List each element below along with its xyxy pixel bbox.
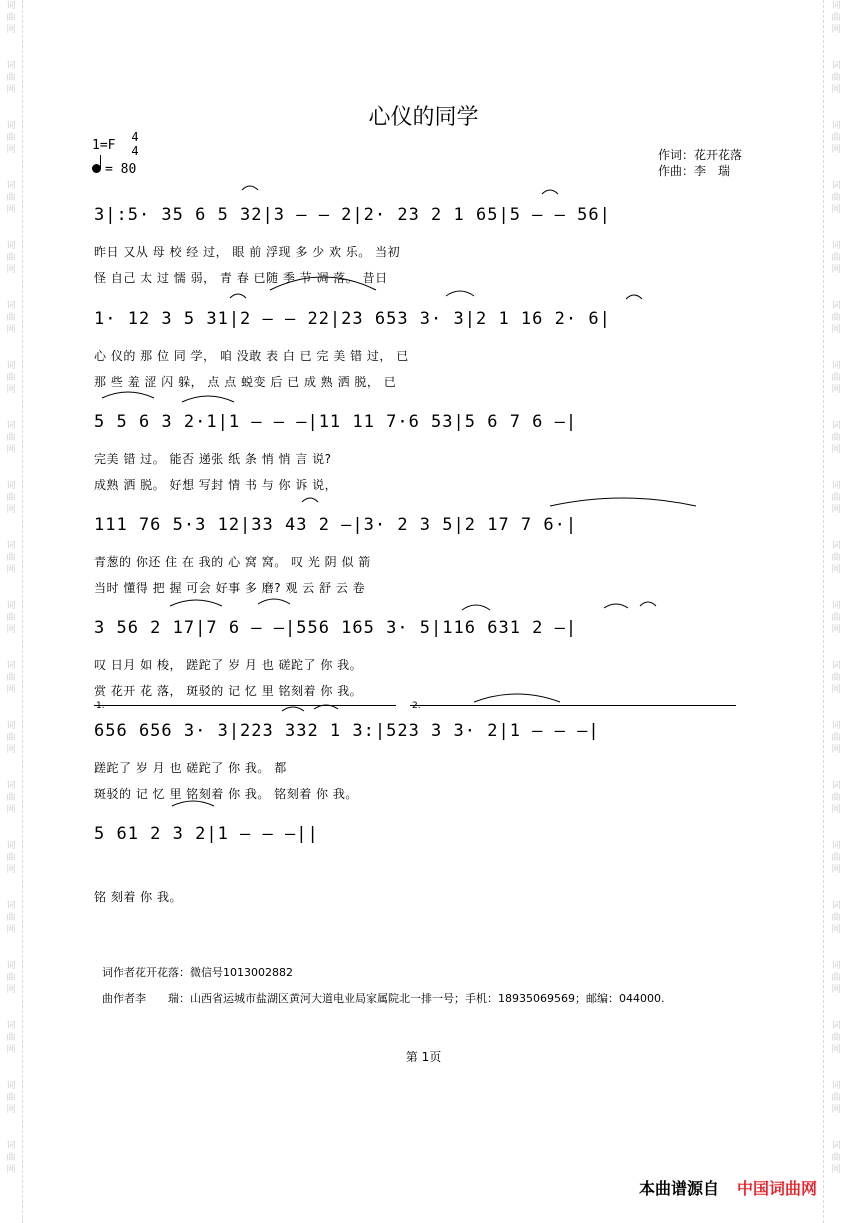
- watermark-glyph: 曲: [6, 913, 16, 923]
- watermark-glyph: 网: [6, 685, 16, 695]
- watermark-group: [6, 180, 15, 216]
- watermark-glyph: 网: [6, 625, 16, 635]
- watermark-glyph: 网: [831, 985, 841, 995]
- slur-arc: [170, 796, 216, 808]
- lyricist-credit: 作词：花开花落: [658, 148, 743, 162]
- slur-arc: [540, 186, 560, 196]
- watermark-glyph: 曲: [6, 673, 16, 683]
- watermark-glyph: 网: [6, 145, 16, 155]
- slur-arc: [638, 598, 658, 608]
- watermark-glyph: 词: [831, 481, 841, 491]
- watermark-glyph: 词: [831, 1021, 841, 1031]
- slur-arc: [312, 701, 340, 711]
- score-line-3-notes: 5 5 6 3 2·1|1 – – –|11 11 7·6 53|5 6 7 6 –|: [94, 412, 578, 432]
- watermark-glyph: 词: [6, 481, 16, 491]
- score-line-1-lyrics-2: 怪 自己 太 过 懦 弱， 青 春 已随 季 节 凋 落。 昔日: [94, 271, 388, 285]
- watermark-glyph: 词: [831, 61, 841, 71]
- watermark-glyph: 曲: [6, 1033, 16, 1043]
- watermark-glyph: 词: [831, 541, 841, 551]
- watermark-glyph: 词: [6, 421, 16, 431]
- watermark-glyph: 词: [6, 901, 16, 911]
- watermark-glyph: 网: [6, 985, 16, 995]
- score-line-4-lyrics-2: 当时 懂得 把 握 可会 好事 多 磨? 观 云 舒 云 卷: [94, 581, 366, 595]
- watermark-glyph: 曲: [831, 373, 841, 383]
- watermark-glyph: 网: [6, 1045, 16, 1055]
- watermark-group: [831, 1140, 840, 1176]
- watermark-glyph: 曲: [6, 253, 16, 263]
- volta-1-label: 1.: [96, 701, 105, 711]
- song-title: 心仪的同学: [368, 105, 479, 130]
- watermark-glyph: 曲: [831, 673, 841, 683]
- watermark-glyph: 词: [6, 361, 16, 371]
- watermark-glyph: 曲: [831, 793, 841, 803]
- watermark-glyph: 网: [831, 865, 841, 875]
- watermark-glyph: 词: [831, 901, 841, 911]
- watermark-glyph: 曲: [6, 1153, 16, 1163]
- watermark-glyph: 词: [831, 601, 841, 611]
- watermark-glyph: 网: [6, 745, 16, 755]
- watermark-glyph: 曲: [831, 433, 841, 443]
- watermark-glyph: 网: [831, 205, 841, 215]
- watermark-glyph: 曲: [831, 553, 841, 563]
- watermark-glyph: 网: [6, 25, 16, 35]
- watermark-glyph: 网: [6, 205, 16, 215]
- watermark-glyph: 曲: [6, 733, 16, 743]
- watermark-group: [831, 480, 840, 516]
- watermark-glyph: 网: [6, 865, 16, 875]
- watermark-glyph: 曲: [831, 613, 841, 623]
- watermark-group: [831, 420, 840, 456]
- watermark-group: [831, 0, 840, 36]
- watermark-glyph: 网: [831, 265, 841, 275]
- watermark-glyph: 曲: [831, 73, 841, 83]
- watermark-glyph: 词: [831, 841, 841, 851]
- watermark-glyph: 网: [6, 385, 16, 395]
- slur-arc: [300, 494, 320, 504]
- watermark-glyph: 曲: [6, 973, 16, 983]
- source-attribution: [639, 1176, 817, 1199]
- watermark-glyph: 词: [6, 781, 16, 791]
- watermark-group: [6, 480, 15, 516]
- watermark-group: [831, 180, 840, 216]
- watermark-group: [6, 900, 15, 936]
- slur-arc: [444, 286, 476, 298]
- watermark-glyph: 曲: [6, 73, 16, 83]
- composer-contact: 曲作者李 瑞：山西省运城市盐湖区黄河大道电业局家属院北一排一号；手机：18935069569；邮编：044000.: [102, 992, 665, 1005]
- watermark-glyph: 网: [6, 445, 16, 455]
- watermark-glyph: 词: [6, 541, 16, 551]
- watermark-group: [6, 240, 15, 276]
- watermark-group: [831, 960, 840, 996]
- watermark-glyph: 词: [6, 181, 16, 191]
- watermark-glyph: 网: [831, 505, 841, 515]
- watermark-glyph: 曲: [831, 493, 841, 503]
- watermark-glyph: 词: [831, 421, 841, 431]
- watermark-glyph: 词: [6, 601, 16, 611]
- watermark-glyph: 网: [831, 1105, 841, 1115]
- score-line-7-notes: 5 61 2 3 2|1 – – –||: [94, 824, 319, 844]
- watermark-glyph: 曲: [6, 1093, 16, 1103]
- watermark-glyph: 网: [6, 1105, 16, 1115]
- watermark-glyph: 曲: [6, 433, 16, 443]
- watermark-glyph: 词: [831, 1, 841, 11]
- watermark-glyph: 词: [831, 1141, 841, 1151]
- right-watermark: [825, 0, 847, 1223]
- time-signature-top: 4: [131, 130, 139, 144]
- watermark-glyph: 网: [831, 685, 841, 695]
- watermark-group: [831, 240, 840, 276]
- watermark-glyph: 词: [831, 121, 841, 131]
- score-line-7-lyrics-1: 铭 刻着 你 我。: [94, 890, 182, 904]
- score-line-5-lyrics-1: 叹 日月 如 梭， 蹉跎了 岁 月 也 磋跎了 你 我。: [94, 658, 363, 672]
- watermark-glyph: 曲: [831, 313, 841, 323]
- watermark-group: [6, 300, 15, 336]
- slur-arc: [168, 594, 224, 608]
- watermark-group: [831, 660, 840, 696]
- slur-arc: [472, 688, 562, 704]
- slur-arc: [548, 492, 698, 508]
- watermark-glyph: 网: [831, 25, 841, 35]
- watermark-glyph: 曲: [6, 793, 16, 803]
- slur-arc: [460, 600, 492, 612]
- volta-1-bracket: [94, 705, 396, 706]
- watermark-glyph: 曲: [6, 133, 16, 143]
- watermark-glyph: 词: [6, 721, 16, 731]
- watermark-glyph: 曲: [831, 1153, 841, 1163]
- slur-arc: [240, 182, 260, 192]
- score-line-6-notes: 656 656 3· 3|223 332 1 3:|523 3 3· 2|1 – – –|: [94, 721, 600, 741]
- slur-arc: [268, 270, 378, 292]
- score-line-1-notes: 3|:5· 35 6 5 32|3 – – 2|2· 23 2 1 65|5 – – 56|: [94, 205, 611, 225]
- watermark-glyph: 曲: [6, 853, 16, 863]
- watermark-glyph: 词: [831, 301, 841, 311]
- watermark-glyph: 词: [831, 781, 841, 791]
- watermark-glyph: 曲: [831, 133, 841, 143]
- score-line-1-lyrics-1: 昨日 又从 母 校 经 过， 眼 前 浮现 多 少 欢 乐。 当初: [94, 245, 401, 259]
- watermark-glyph: 网: [831, 385, 841, 395]
- slur-arc: [256, 594, 292, 606]
- watermark-group: [6, 540, 15, 576]
- score-line-6-lyrics-2: 斑驳的 记 忆 里 铭刻着 你 我。 铭刻着 你 我。: [94, 787, 358, 801]
- watermark-group: [831, 60, 840, 96]
- watermark-glyph: 词: [6, 301, 16, 311]
- score-line-2-lyrics-2: 那 些 羞 涩 闪 躲， 点 点 蜕变 后 已 成 熟 洒 脱， 已: [94, 375, 397, 389]
- watermark-glyph: 词: [6, 1021, 16, 1031]
- score-line-3-lyrics-2: 成熟 洒 脱。 好想 写封 情 书 与 你 诉 说，: [94, 478, 338, 492]
- watermark-glyph: 词: [831, 181, 841, 191]
- watermark-group: [831, 840, 840, 876]
- watermark-glyph: 曲: [831, 733, 841, 743]
- watermark-group: [6, 60, 15, 96]
- watermark-glyph: 词: [831, 661, 841, 671]
- left-guide-line: [22, 0, 23, 1223]
- watermark-glyph: 词: [6, 661, 16, 671]
- left-watermark: [0, 0, 22, 1223]
- watermark-glyph: 词: [6, 841, 16, 851]
- slur-arc: [602, 600, 630, 610]
- watermark-glyph: 曲: [831, 1033, 841, 1043]
- watermark-glyph: 词: [6, 1081, 16, 1091]
- watermark-group: [6, 840, 15, 876]
- watermark-glyph: 曲: [831, 913, 841, 923]
- score-line-5-notes: 3 56 2 17|7 6 – –|556 165 3· 5|116 631 2 –|: [94, 618, 578, 638]
- watermark-glyph: 词: [831, 361, 841, 371]
- watermark-glyph: 曲: [6, 493, 16, 503]
- watermark-group: [831, 900, 840, 936]
- watermark-glyph: 词: [6, 1, 16, 11]
- score-line-4-lyrics-1: 青葱的 你还 住 在 我的 心 窝 窝。 叹 光 阴 似 箭: [94, 555, 371, 569]
- watermark-group: [6, 360, 15, 396]
- watermark-glyph: 词: [831, 721, 841, 731]
- watermark-glyph: 曲: [831, 13, 841, 23]
- watermark-group: [6, 1140, 15, 1176]
- watermark-glyph: 网: [831, 625, 841, 635]
- watermark-glyph: 网: [831, 445, 841, 455]
- watermark-glyph: 网: [6, 805, 16, 815]
- watermark-glyph: 网: [831, 745, 841, 755]
- watermark-group: [6, 420, 15, 456]
- watermark-glyph: 网: [831, 565, 841, 575]
- watermark-group: [6, 0, 15, 36]
- watermark-glyph: 网: [6, 325, 16, 335]
- score-line-2-notes: 1· 12 3 5 31|2 – – 22|23 653 3· 3|2 1 16 2· 6|: [94, 309, 611, 329]
- slur-arc: [180, 390, 236, 404]
- score-line-4-notes: 111 76 5·3 12|33 43 2 –|3· 2 3 5|2 17 7 6·|: [94, 515, 578, 535]
- watermark-group: [6, 660, 15, 696]
- right-guide-line: [823, 0, 824, 1223]
- watermark-glyph: 网: [6, 85, 16, 95]
- watermark-glyph: 曲: [6, 613, 16, 623]
- watermark-glyph: 曲: [6, 193, 16, 203]
- watermark-glyph: 网: [831, 925, 841, 935]
- score-line-6-lyrics-1: 蹉跎了 岁 月 也 磋跎了 你 我。 都: [94, 761, 287, 775]
- watermark-glyph: 词: [6, 121, 16, 131]
- watermark-group: [6, 720, 15, 756]
- watermark-group: [6, 960, 15, 996]
- watermark-group: [831, 720, 840, 756]
- source-site-link[interactable]: 中国词曲网: [736, 1179, 817, 1198]
- volta-2-label: 2.: [412, 701, 421, 711]
- time-signature-bottom: 4: [131, 144, 139, 158]
- key-signature: 1=F: [92, 138, 116, 153]
- watermark-glyph: 网: [6, 925, 16, 935]
- watermark-glyph: 网: [831, 805, 841, 815]
- watermark-group: [6, 1080, 15, 1116]
- watermark-glyph: 网: [831, 325, 841, 335]
- watermark-glyph: 曲: [6, 313, 16, 323]
- watermark-glyph: 曲: [6, 373, 16, 383]
- watermark-glyph: 网: [831, 145, 841, 155]
- watermark-glyph: 词: [6, 1141, 16, 1151]
- lyricist-contact: 词作者花开花落：微信号1013002882: [102, 966, 293, 979]
- watermark-glyph: 网: [831, 1165, 841, 1175]
- watermark-glyph: 曲: [831, 253, 841, 263]
- watermark-glyph: 网: [831, 1045, 841, 1055]
- watermark-glyph: 词: [6, 961, 16, 971]
- watermark-group: [831, 1080, 840, 1116]
- source-prefix: 本曲谱源自: [638, 1179, 719, 1198]
- tempo-value: = 80: [105, 162, 137, 177]
- watermark-glyph: 曲: [6, 553, 16, 563]
- watermark-group: [6, 780, 15, 816]
- watermark-glyph: 词: [831, 241, 841, 251]
- watermark-glyph: 网: [6, 505, 16, 515]
- composer-credit: 作曲：李 瑞: [658, 164, 731, 178]
- watermark-group: [6, 600, 15, 636]
- watermark-glyph: 曲: [831, 853, 841, 863]
- watermark-glyph: 词: [831, 1081, 841, 1091]
- watermark-glyph: 网: [831, 85, 841, 95]
- watermark-glyph: 词: [6, 241, 16, 251]
- watermark-glyph: 曲: [831, 973, 841, 983]
- slur-arc: [280, 703, 306, 713]
- volta-2-bracket: [410, 705, 736, 706]
- score-line-5-lyrics-2: 赏 花开 花 落， 斑驳的 记 忆 里 铭刻着 你 我。: [94, 684, 363, 698]
- quarter-note-icon: [92, 164, 101, 173]
- watermark-group: [831, 540, 840, 576]
- tempo-marking: [92, 162, 136, 177]
- watermark-group: [831, 600, 840, 636]
- watermark-glyph: 网: [6, 265, 16, 275]
- watermark-glyph: 曲: [831, 1093, 841, 1103]
- watermark-glyph: 曲: [831, 193, 841, 203]
- slur-arc: [100, 386, 156, 400]
- slur-arc: [624, 291, 644, 301]
- page-number: 第 1页: [405, 1050, 442, 1064]
- watermark-glyph: 词: [831, 961, 841, 971]
- watermark-group: [831, 780, 840, 816]
- time-signature: [128, 130, 142, 158]
- watermark-glyph: 网: [6, 1165, 16, 1175]
- score-line-2-lyrics-1: 心 仪的 那 位 同 学， 咱 没敢 表 白 已 完 美 错 过， 已: [94, 349, 409, 363]
- watermark-glyph: 词: [6, 61, 16, 71]
- watermark-group: [831, 360, 840, 396]
- score-line-3-lyrics-1: 完美 错 过。 能否 递张 纸 条 悄 悄 言 说?: [94, 452, 332, 466]
- watermark-group: [831, 300, 840, 336]
- watermark-glyph: 曲: [6, 13, 16, 23]
- watermark-glyph: 网: [6, 565, 16, 575]
- slur-arc: [228, 290, 248, 300]
